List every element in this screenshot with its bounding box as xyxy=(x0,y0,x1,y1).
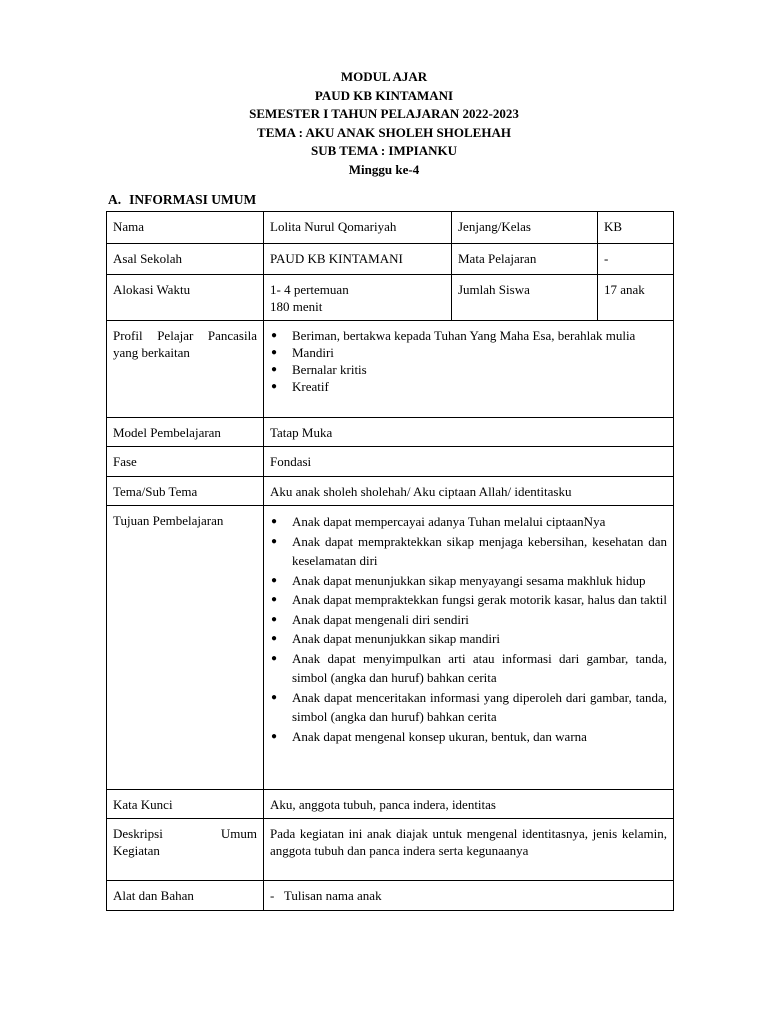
deskripsi-label-line: Kegiatan xyxy=(113,843,160,858)
table-row xyxy=(107,212,674,244)
kata-value: Aku, anggota tubuh, panca indera, identitas xyxy=(264,790,674,819)
list-item: ● Kreatif xyxy=(270,378,667,395)
header-line-modul: MODUL AJAR xyxy=(340,69,428,84)
list-item: ● Anak dapat mempercayai adanya Tuhan melalui ciptaanNya xyxy=(270,512,667,532)
list-item: ● Anak dapat menunjukkan sikap mandiri xyxy=(270,629,667,649)
alokasi-value-line: 180 menit xyxy=(270,299,323,314)
model-label: Model Pembelajaran xyxy=(107,418,264,447)
list-item: ● Anak dapat mempraktekkan fungsi gerak motorik kasar, halus dan taktil xyxy=(270,590,667,610)
tujuan-label: Tujuan Pembelajaran xyxy=(107,506,264,790)
list-item: ● Anak dapat menunjukkan sikap menyayangi sesama makhluk hidup xyxy=(270,571,667,591)
table-row xyxy=(107,819,674,881)
list-item: ● Mandiri xyxy=(270,344,667,361)
section-title: INFORMASI UMUM xyxy=(129,192,257,207)
mapel-value: - xyxy=(598,244,674,275)
list-item: ● Beriman, bertakwa kepada Tuhan Yang Maha Esa, berahlak mulia xyxy=(270,327,667,344)
nama-label: Nama xyxy=(107,212,264,244)
table-row xyxy=(107,275,674,321)
deskripsi-value: Pada kegiatan ini anak diajak untuk mengenal identitasnya, jenis kelamin, anggota tubuh dan panca indera serta kegunaanya xyxy=(264,819,674,881)
fase-label: Fase xyxy=(107,447,264,477)
list-item: ● Anak dapat menceritakan informasi yang diperoleh dari gambar, tanda, simbol (angka dan huruf) bahkan cerita xyxy=(270,688,667,727)
header-line-tema: TEMA : AKU ANAK SHOLEH SHOLEHAH xyxy=(257,124,511,140)
profil-label: Profil Pelajar Pancasila yang berkaitan xyxy=(107,321,264,418)
deskripsi-label-word: Umum xyxy=(220,826,257,841)
jumlah-value: 17 anak xyxy=(598,275,674,321)
alat-label: Alat dan Bahan xyxy=(107,881,264,911)
table-row xyxy=(107,447,674,477)
alokasi-value-line: 1- 4 pertemuan xyxy=(270,282,349,297)
tema-label: Tema/Sub Tema xyxy=(107,477,264,506)
kata-label: Kata Kunci xyxy=(107,790,264,819)
list-item: ● Anak dapat mengenali diri sendiri xyxy=(270,610,667,630)
tujuan-list xyxy=(270,512,667,746)
list-item: ● Bernalar kritis xyxy=(270,361,667,378)
header-line-school: PAUD KB KINTAMANI xyxy=(314,87,454,103)
header-line-subtema: SUB TEMA : IMPIANKU xyxy=(310,143,458,158)
list-item: ● Anak dapat menyimpulkan arti atau informasi dari gambar, tanda, simbol (angka dan huruf) bahkan cerita xyxy=(270,649,667,688)
nama-value: Lolita Nurul Qomariyah xyxy=(264,212,452,244)
deskripsi-label-line xyxy=(113,825,257,842)
tujuan-value xyxy=(264,506,674,790)
list-item: ● Anak dapat mengenal konsep ukuran, bentuk, dan warna xyxy=(270,727,667,747)
table-row xyxy=(107,321,674,418)
alat-value: - Tulisan nama anak xyxy=(264,881,674,911)
table-row xyxy=(107,477,674,506)
section-number: A. xyxy=(108,192,122,207)
table-row xyxy=(107,506,674,790)
header-line-semester: SEMESTER I TAHUN PELAJARAN 2022-2023 xyxy=(249,106,519,121)
section-heading xyxy=(108,192,256,208)
table-row xyxy=(107,418,674,447)
jenjang-label: Jenjang/Kelas xyxy=(452,212,598,244)
fase-value: Fondasi xyxy=(264,447,674,477)
table-row xyxy=(107,244,674,275)
table-row xyxy=(107,881,674,911)
header-line-week: Minggu ke-4 xyxy=(348,161,420,177)
jumlah-label: Jumlah Siswa xyxy=(452,275,598,321)
document-header xyxy=(0,68,768,179)
alokasi-value xyxy=(264,275,452,321)
model-value: Tatap Muka xyxy=(264,418,674,447)
mapel-label: Mata Pelajaran xyxy=(452,244,598,275)
deskripsi-label xyxy=(107,819,264,881)
tema-value: Aku anak sholeh sholehah/ Aku ciptaan Allah/ identitasku xyxy=(264,477,674,506)
asal-label: Asal Sekolah xyxy=(107,244,264,275)
jenjang-value: KB xyxy=(598,212,674,244)
alokasi-label: Alokasi Waktu xyxy=(107,275,264,321)
profil-value xyxy=(264,321,674,418)
profil-list xyxy=(270,327,667,395)
table-row xyxy=(107,790,674,819)
deskripsi-label-word: Deskripsi xyxy=(113,826,163,841)
list-item: ● Anak dapat mempraktekkan sikap menjaga kebersihan, kesehatan dan keselamatan diri xyxy=(270,532,667,571)
info-table xyxy=(106,211,674,911)
asal-value: PAUD KB KINTAMANI xyxy=(264,244,452,275)
